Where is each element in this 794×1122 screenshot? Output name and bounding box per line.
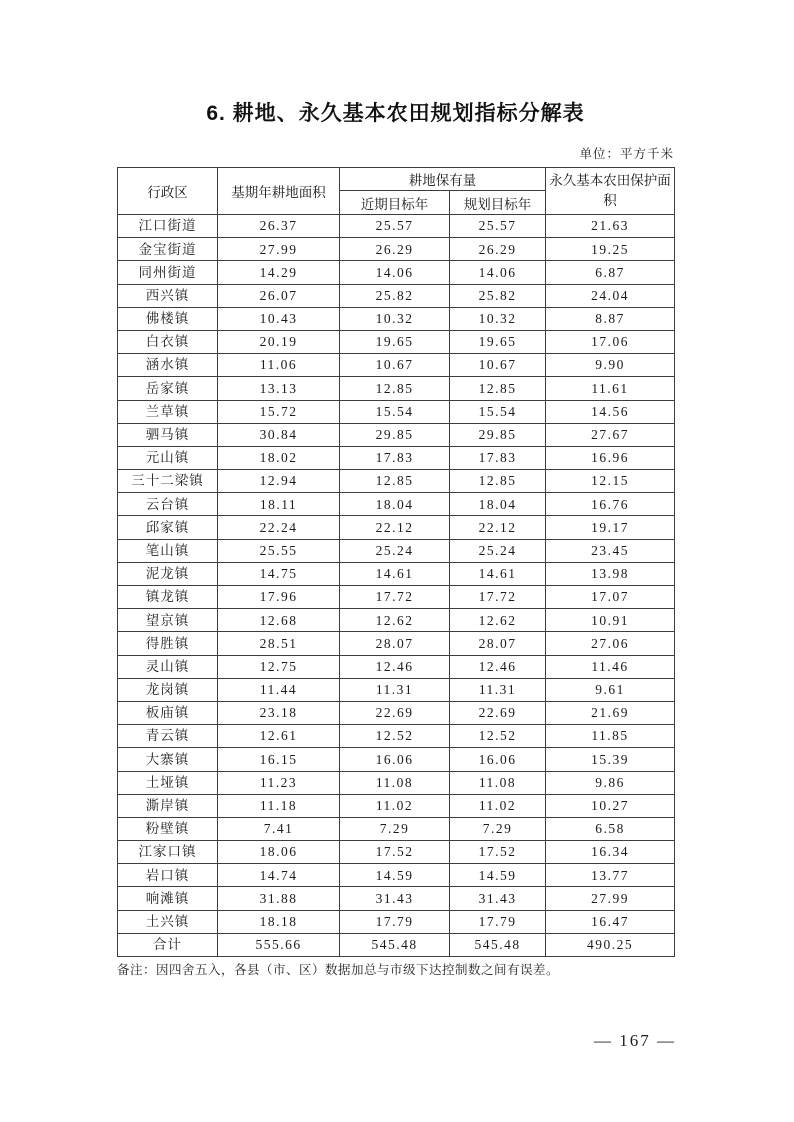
table-row bbox=[118, 678, 675, 701]
table-row bbox=[118, 446, 675, 469]
table-row bbox=[118, 609, 675, 632]
value-cell: 22.69 bbox=[340, 701, 450, 724]
value-cell: 31.43 bbox=[340, 887, 450, 910]
value-cell: 9.61 bbox=[546, 678, 675, 701]
value-cell: 22.12 bbox=[340, 516, 450, 539]
value-cell: 10.27 bbox=[546, 794, 675, 817]
value-cell: 17.06 bbox=[546, 330, 675, 353]
table-row bbox=[118, 748, 675, 771]
value-cell: 12.68 bbox=[218, 609, 340, 632]
table-row bbox=[118, 794, 675, 817]
value-cell: 22.12 bbox=[450, 516, 546, 539]
value-cell: 10.32 bbox=[340, 307, 450, 330]
value-cell: 16.96 bbox=[546, 446, 675, 469]
value-cell: 17.83 bbox=[450, 446, 546, 469]
region-cell: 粉壁镇 bbox=[118, 817, 218, 840]
region-cell: 岳家镇 bbox=[118, 377, 218, 400]
value-cell: 16.34 bbox=[546, 841, 675, 864]
value-cell: 25.82 bbox=[340, 284, 450, 307]
table-row bbox=[118, 400, 675, 423]
table-row bbox=[118, 586, 675, 609]
region-cell: 西兴镇 bbox=[118, 284, 218, 307]
table-row bbox=[118, 864, 675, 887]
value-cell: 11.61 bbox=[546, 377, 675, 400]
region-cell: 响滩镇 bbox=[118, 887, 218, 910]
value-cell: 25.57 bbox=[340, 215, 450, 238]
value-cell: 12.85 bbox=[340, 470, 450, 493]
table-row bbox=[118, 562, 675, 585]
value-cell: 27.06 bbox=[546, 632, 675, 655]
value-cell: 22.24 bbox=[218, 516, 340, 539]
value-cell: 25.55 bbox=[218, 539, 340, 562]
value-cell: 27.99 bbox=[218, 238, 340, 261]
value-cell: 21.63 bbox=[546, 215, 675, 238]
region-cell: 土垭镇 bbox=[118, 771, 218, 794]
unit-label: 单位：平方千米 bbox=[579, 147, 674, 161]
value-cell: 16.06 bbox=[450, 748, 546, 771]
value-cell: 545.48 bbox=[450, 933, 546, 956]
value-cell: 11.23 bbox=[218, 771, 340, 794]
value-cell: 7.41 bbox=[218, 817, 340, 840]
value-cell: 24.04 bbox=[546, 284, 675, 307]
value-cell: 12.85 bbox=[450, 377, 546, 400]
value-cell: 11.46 bbox=[546, 655, 675, 678]
value-cell: 11.02 bbox=[340, 794, 450, 817]
value-cell: 31.43 bbox=[450, 887, 546, 910]
value-cell: 555.66 bbox=[218, 933, 340, 956]
region-cell: 泥龙镇 bbox=[118, 562, 218, 585]
value-cell: 11.08 bbox=[450, 771, 546, 794]
region-cell: 大寨镇 bbox=[118, 748, 218, 771]
value-cell: 11.44 bbox=[218, 678, 340, 701]
header-planning-year: 规划目标年 bbox=[450, 191, 546, 215]
value-cell: 13.77 bbox=[546, 864, 675, 887]
value-cell: 10.91 bbox=[546, 609, 675, 632]
value-cell: 545.48 bbox=[340, 933, 450, 956]
value-cell: 11.31 bbox=[450, 678, 546, 701]
value-cell: 10.43 bbox=[218, 307, 340, 330]
value-cell: 14.06 bbox=[340, 261, 450, 284]
table-row bbox=[118, 238, 675, 261]
value-cell: 27.99 bbox=[546, 887, 675, 910]
value-cell: 25.24 bbox=[340, 539, 450, 562]
value-cell: 11.08 bbox=[340, 771, 450, 794]
value-cell: 13.13 bbox=[218, 377, 340, 400]
value-cell: 13.98 bbox=[546, 562, 675, 585]
value-cell: 14.06 bbox=[450, 261, 546, 284]
value-cell: 12.52 bbox=[450, 725, 546, 748]
value-cell: 17.79 bbox=[340, 910, 450, 933]
value-cell: 12.46 bbox=[340, 655, 450, 678]
value-cell: 23.45 bbox=[546, 539, 675, 562]
table-row bbox=[118, 725, 675, 748]
value-cell: 15.39 bbox=[546, 748, 675, 771]
value-cell: 16.15 bbox=[218, 748, 340, 771]
value-cell: 26.29 bbox=[340, 238, 450, 261]
region-cell: 江家口镇 bbox=[118, 841, 218, 864]
table-row bbox=[118, 377, 675, 400]
region-cell: 岩口镇 bbox=[118, 864, 218, 887]
table-row bbox=[118, 539, 675, 562]
value-cell: 12.85 bbox=[450, 470, 546, 493]
footnote: 备注：因四舍五入，各县（市、区）数据加总与市级下达控制数之间有误差。 bbox=[117, 963, 560, 977]
table-row bbox=[118, 284, 675, 307]
value-cell: 17.52 bbox=[450, 841, 546, 864]
value-cell: 23.18 bbox=[218, 701, 340, 724]
value-cell: 15.54 bbox=[450, 400, 546, 423]
table-row bbox=[118, 655, 675, 678]
value-cell: 18.02 bbox=[218, 446, 340, 469]
page-title: 6. 耕地、永久基本农田规划指标分解表 bbox=[206, 102, 585, 125]
table-body bbox=[118, 215, 675, 957]
value-cell: 26.07 bbox=[218, 284, 340, 307]
region-cell: 江口街道 bbox=[118, 215, 218, 238]
value-cell: 14.61 bbox=[340, 562, 450, 585]
table-row bbox=[118, 516, 675, 539]
indicator-table bbox=[117, 167, 675, 957]
value-cell: 12.62 bbox=[340, 609, 450, 632]
table-row bbox=[118, 215, 675, 238]
region-cell: 镇龙镇 bbox=[118, 586, 218, 609]
region-cell: 土兴镇 bbox=[118, 910, 218, 933]
value-cell: 17.07 bbox=[546, 586, 675, 609]
region-cell: 得胜镇 bbox=[118, 632, 218, 655]
value-cell: 30.84 bbox=[218, 423, 340, 446]
region-cell: 龙岗镇 bbox=[118, 678, 218, 701]
region-cell: 驷马镇 bbox=[118, 423, 218, 446]
table-row bbox=[118, 841, 675, 864]
value-cell: 12.85 bbox=[340, 377, 450, 400]
content-column bbox=[117, 101, 674, 978]
value-cell: 490.25 bbox=[546, 933, 675, 956]
value-cell: 14.74 bbox=[218, 864, 340, 887]
value-cell: 29.85 bbox=[340, 423, 450, 446]
header-permanent-farmland: 永久基本农田保护面积 bbox=[546, 168, 675, 215]
value-cell: 14.75 bbox=[218, 562, 340, 585]
value-cell: 25.57 bbox=[450, 215, 546, 238]
value-cell: 18.11 bbox=[218, 493, 340, 516]
value-cell: 31.88 bbox=[218, 887, 340, 910]
value-cell: 25.82 bbox=[450, 284, 546, 307]
value-cell: 14.56 bbox=[546, 400, 675, 423]
value-cell: 6.58 bbox=[546, 817, 675, 840]
region-cell: 灵山镇 bbox=[118, 655, 218, 678]
value-cell: 11.18 bbox=[218, 794, 340, 817]
value-cell: 27.67 bbox=[546, 423, 675, 446]
value-cell: 11.02 bbox=[450, 794, 546, 817]
value-cell: 12.15 bbox=[546, 470, 675, 493]
value-cell: 10.67 bbox=[450, 354, 546, 377]
region-cell: 金宝街道 bbox=[118, 238, 218, 261]
region-cell: 望京镇 bbox=[118, 609, 218, 632]
region-cell: 邱家镇 bbox=[118, 516, 218, 539]
table-row bbox=[118, 470, 675, 493]
value-cell: 12.94 bbox=[218, 470, 340, 493]
header-retention-group: 耕地保有量 bbox=[340, 168, 546, 191]
value-cell: 11.85 bbox=[546, 725, 675, 748]
value-cell: 12.46 bbox=[450, 655, 546, 678]
value-cell: 19.65 bbox=[340, 330, 450, 353]
value-cell: 28.51 bbox=[218, 632, 340, 655]
value-cell: 29.85 bbox=[450, 423, 546, 446]
table-row bbox=[118, 330, 675, 353]
value-cell: 19.25 bbox=[546, 238, 675, 261]
value-cell: 17.96 bbox=[218, 586, 340, 609]
value-cell: 18.06 bbox=[218, 841, 340, 864]
region-cell: 兰草镇 bbox=[118, 400, 218, 423]
value-cell: 17.52 bbox=[340, 841, 450, 864]
value-cell: 16.47 bbox=[546, 910, 675, 933]
region-cell: 板庙镇 bbox=[118, 701, 218, 724]
table-row bbox=[118, 771, 675, 794]
value-cell: 6.87 bbox=[546, 261, 675, 284]
value-cell: 7.29 bbox=[340, 817, 450, 840]
value-cell: 18.04 bbox=[450, 493, 546, 516]
page-number: — 167 — bbox=[594, 1031, 676, 1050]
table-row bbox=[118, 261, 675, 284]
value-cell: 17.72 bbox=[450, 586, 546, 609]
value-cell: 28.07 bbox=[450, 632, 546, 655]
value-cell: 17.72 bbox=[340, 586, 450, 609]
value-cell: 12.61 bbox=[218, 725, 340, 748]
value-cell: 28.07 bbox=[340, 632, 450, 655]
value-cell: 11.31 bbox=[340, 678, 450, 701]
table-header bbox=[118, 168, 675, 215]
region-cell: 合计 bbox=[118, 933, 218, 956]
value-cell: 19.17 bbox=[546, 516, 675, 539]
value-cell: 22.69 bbox=[450, 701, 546, 724]
value-cell: 16.76 bbox=[546, 493, 675, 516]
value-cell: 21.69 bbox=[546, 701, 675, 724]
table-row bbox=[118, 493, 675, 516]
value-cell: 14.59 bbox=[450, 864, 546, 887]
value-cell: 17.83 bbox=[340, 446, 450, 469]
value-cell: 12.62 bbox=[450, 609, 546, 632]
value-cell: 12.52 bbox=[340, 725, 450, 748]
value-cell: 11.06 bbox=[218, 354, 340, 377]
region-cell: 云台镇 bbox=[118, 493, 218, 516]
value-cell: 14.29 bbox=[218, 261, 340, 284]
value-cell: 10.32 bbox=[450, 307, 546, 330]
value-cell: 12.75 bbox=[218, 655, 340, 678]
table-row bbox=[118, 423, 675, 446]
region-cell: 白衣镇 bbox=[118, 330, 218, 353]
table-row bbox=[118, 701, 675, 724]
value-cell: 8.87 bbox=[546, 307, 675, 330]
header-base-year-area: 基期年耕地面积 bbox=[218, 168, 340, 215]
value-cell: 26.29 bbox=[450, 238, 546, 261]
table-row bbox=[118, 307, 675, 330]
value-cell: 7.29 bbox=[450, 817, 546, 840]
value-cell: 15.72 bbox=[218, 400, 340, 423]
value-cell: 25.24 bbox=[450, 539, 546, 562]
value-cell: 18.04 bbox=[340, 493, 450, 516]
region-cell: 元山镇 bbox=[118, 446, 218, 469]
header-row-1 bbox=[118, 168, 675, 191]
table-row bbox=[118, 817, 675, 840]
region-cell: 涵水镇 bbox=[118, 354, 218, 377]
header-region: 行政区 bbox=[118, 168, 218, 215]
value-cell: 26.37 bbox=[218, 215, 340, 238]
value-cell: 9.90 bbox=[546, 354, 675, 377]
region-cell: 同州街道 bbox=[118, 261, 218, 284]
region-cell: 三十二梁镇 bbox=[118, 470, 218, 493]
value-cell: 9.86 bbox=[546, 771, 675, 794]
value-cell: 19.65 bbox=[450, 330, 546, 353]
table-row bbox=[118, 354, 675, 377]
value-cell: 18.18 bbox=[218, 910, 340, 933]
table-row bbox=[118, 887, 675, 910]
value-cell: 17.79 bbox=[450, 910, 546, 933]
value-cell: 15.54 bbox=[340, 400, 450, 423]
header-near-term-year: 近期目标年 bbox=[340, 191, 450, 215]
value-cell: 16.06 bbox=[340, 748, 450, 771]
value-cell: 20.19 bbox=[218, 330, 340, 353]
region-cell: 笔山镇 bbox=[118, 539, 218, 562]
table-row bbox=[118, 910, 675, 933]
value-cell: 14.61 bbox=[450, 562, 546, 585]
region-cell: 澌岸镇 bbox=[118, 794, 218, 817]
value-cell: 14.59 bbox=[340, 864, 450, 887]
value-cell: 10.67 bbox=[340, 354, 450, 377]
table-row bbox=[118, 632, 675, 655]
region-cell: 佛楼镇 bbox=[118, 307, 218, 330]
region-cell: 青云镇 bbox=[118, 725, 218, 748]
total-row bbox=[118, 933, 675, 956]
